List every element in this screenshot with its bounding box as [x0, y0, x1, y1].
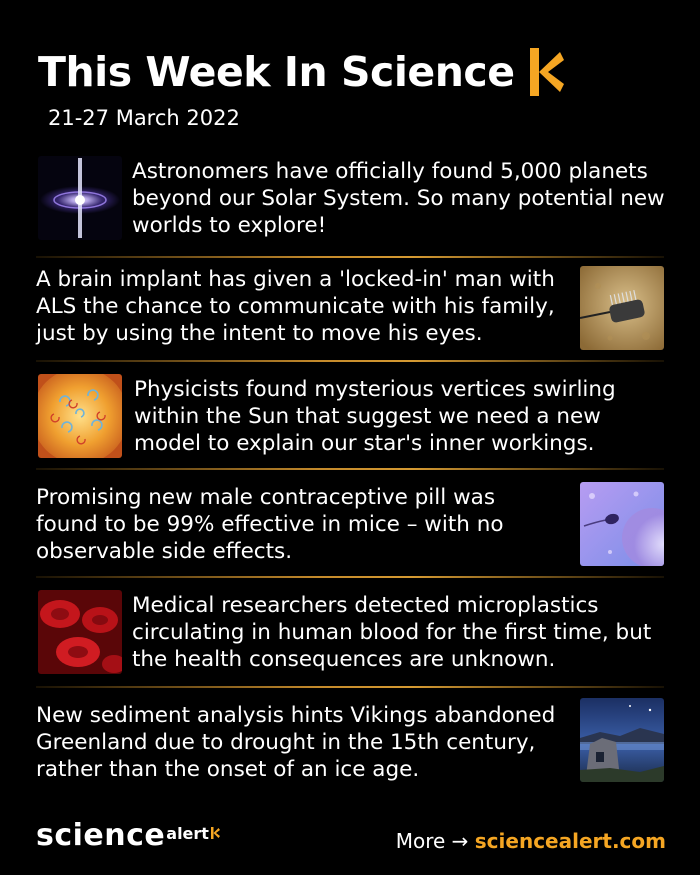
divider: [36, 576, 664, 578]
more-link[interactable]: [396, 828, 666, 854]
story-text: New sediment analysis hints Vikings abandoned Greenland due to drought in the 15th century, rather than the onset of an ice age.: [36, 703, 556, 782]
sciencealert-k-icon: [210, 827, 220, 839]
divider: [36, 256, 664, 258]
story-text: Medical researchers detected microplastics circulating in human blood for the first time, but the health consequences are unknown.: [132, 593, 652, 672]
page-title: This Week In Science: [38, 48, 515, 96]
sperm-egg-image[interactable]: [580, 482, 664, 566]
more-prefix: More →: [395, 829, 475, 853]
sciencealert-k-icon: [526, 46, 566, 98]
red-blood-cells-image[interactable]: [38, 590, 122, 674]
header: [38, 46, 658, 146]
story-text: Promising new male contraceptive pill was found to be 99% effective in mice – with no observable side effects.: [36, 485, 504, 564]
logo-alert-text: alert: [166, 823, 209, 843]
sciencealert-url[interactable]: sciencealert.com: [474, 829, 666, 853]
sun-vortices-image[interactable]: [38, 374, 122, 458]
logo-wordmark: science: [36, 818, 166, 853]
brain-implant-electrode-image[interactable]: [580, 266, 664, 350]
story-text: Physicists found mysterious vertices swirling within the Sun that suggest we need a new model to explain our star's inner workings.: [134, 377, 616, 456]
date-range: 21-27 March 2022: [48, 106, 240, 130]
divider: [36, 686, 664, 688]
sciencealert-logo[interactable]: [36, 818, 220, 854]
greenland-ruins-image[interactable]: [580, 698, 664, 782]
story-text: Astronomers have officially found 5,000 planets beyond our Solar System. So many potential new worlds to explore!: [132, 159, 665, 238]
divider: [36, 360, 664, 362]
story-text: A brain implant has given a 'locked-in' man with ALS the chance to communicate with his family, just by using the intent to move his eyes.: [36, 267, 555, 346]
pulsar-galaxy-image[interactable]: [38, 156, 122, 240]
divider: [36, 468, 664, 470]
